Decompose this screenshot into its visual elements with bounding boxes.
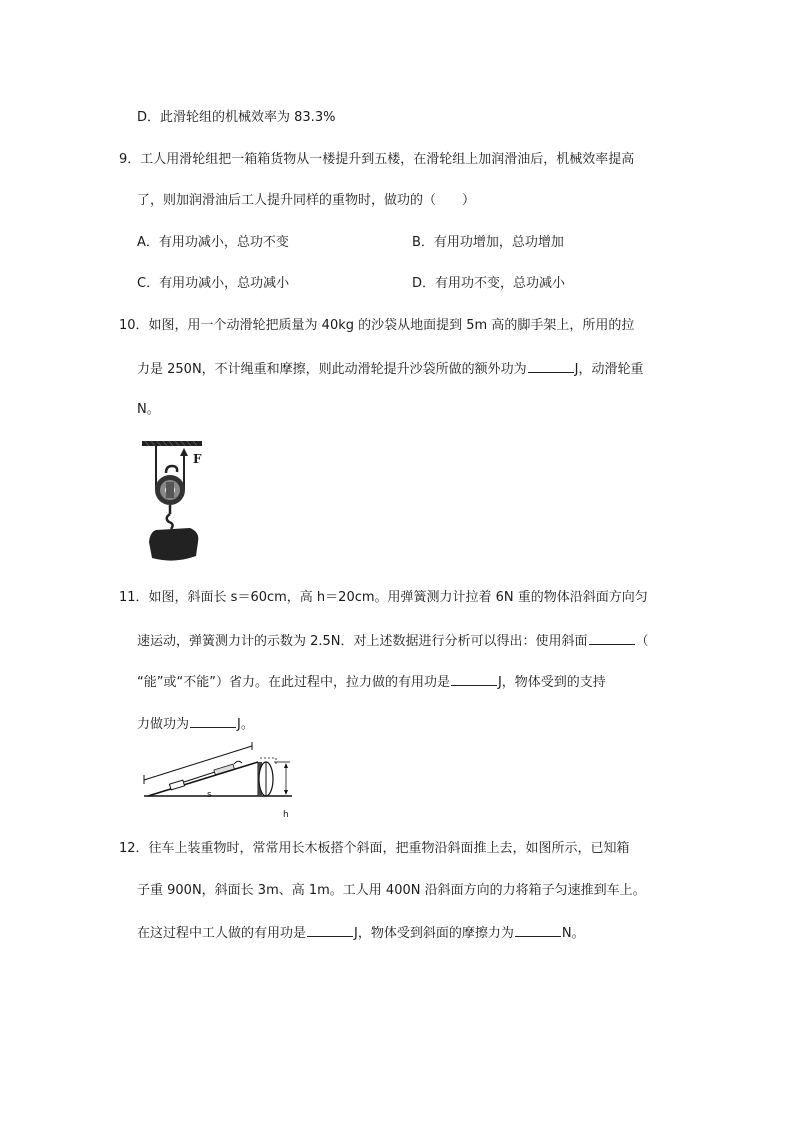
incline-label-s: s bbox=[207, 790, 212, 800]
q9-option-c: C．有用功减小，总功减小 bbox=[137, 276, 290, 291]
q11-text-part3: “能”或“不能”）省力。在此过程中，拉力做的有用功是 bbox=[137, 675, 450, 690]
answer-blank bbox=[515, 924, 561, 937]
answer-blank bbox=[528, 360, 574, 373]
q12-text-part3: N。 bbox=[561, 926, 585, 941]
q11-stem-line2 bbox=[137, 632, 649, 650]
q11-text-part2: （ bbox=[635, 634, 649, 649]
q11-stem-line3 bbox=[137, 673, 606, 691]
q11-text-part4: J，物体受到的支持 bbox=[497, 675, 606, 690]
answer-blank bbox=[307, 924, 353, 937]
q12-text-part1: 在这过程中工人做的有用功是 bbox=[137, 926, 307, 941]
q11-stem-line4 bbox=[137, 715, 254, 733]
q11-text-part5: 力做功为 bbox=[137, 717, 190, 732]
q9-stem-line2: 了，则加润滑油后工人提升同样的重物时，做功的（ ） bbox=[137, 193, 476, 208]
answer-blank bbox=[190, 715, 236, 728]
incline-label-h: h bbox=[283, 810, 289, 820]
q12-text-part2: J，物体受到斜面的摩擦力为 bbox=[354, 926, 514, 941]
q11-text-part1: 速运动，弹簧测力计的示数为 2.5N．对上述数据进行分析可以得出：使用斜面 bbox=[137, 634, 588, 649]
q10-text-part2: J，动滑轮重 bbox=[574, 362, 644, 377]
q9-option-a: A．有用功减小，总功不变 bbox=[137, 235, 289, 250]
q10-text-part1: 力是 250N，不计绳重和摩擦，则此动滑轮提升沙袋所做的额外功为 bbox=[137, 362, 527, 377]
incline-figure bbox=[140, 742, 296, 822]
q11-stem-line1: 11．如图，斜面长 s＝60cm，高 h＝20cm。用弹簧测力计拉着 6N 重的物体沿斜面方向匀 bbox=[119, 590, 648, 605]
force-label-f: F bbox=[193, 452, 202, 466]
answer-blank bbox=[451, 673, 497, 686]
q9-option-b: B．有用功增加，总功增加 bbox=[412, 235, 564, 250]
q12-stem-line2: 子重 900N，斜面长 3m、高 1m。工人用 400N 沿斜面方向的力将箱子匀速推到车上。 bbox=[137, 883, 646, 898]
q12-stem-line1: 12．往车上装重物时，常常用长木板搭个斜面，把重物沿斜面推上去，如图所示，已知箱 bbox=[119, 841, 630, 856]
q9-stem-line1: 9．工人用滑轮组把一箱箱货物从一楼提升到五楼，在滑轮组上加润滑油后，机械效率提高 bbox=[119, 152, 635, 167]
q10-stem-line3: N。 bbox=[137, 402, 160, 417]
q10-stem-line2 bbox=[137, 360, 644, 378]
q10-stem-line1: 10．如图，用一个动滑轮把质量为 40kg 的沙袋从地面提到 5m 高的脚手架上，所用的拉 bbox=[119, 318, 635, 333]
answer-blank bbox=[589, 632, 635, 645]
q12-stem-line3 bbox=[137, 924, 585, 942]
q8-option-d: D．此滑轮组的机械效率为 83.3% bbox=[137, 110, 336, 125]
q11-text-part6: J。 bbox=[237, 717, 254, 732]
q9-option-d: D．有用功不变，总功减小 bbox=[412, 276, 566, 291]
